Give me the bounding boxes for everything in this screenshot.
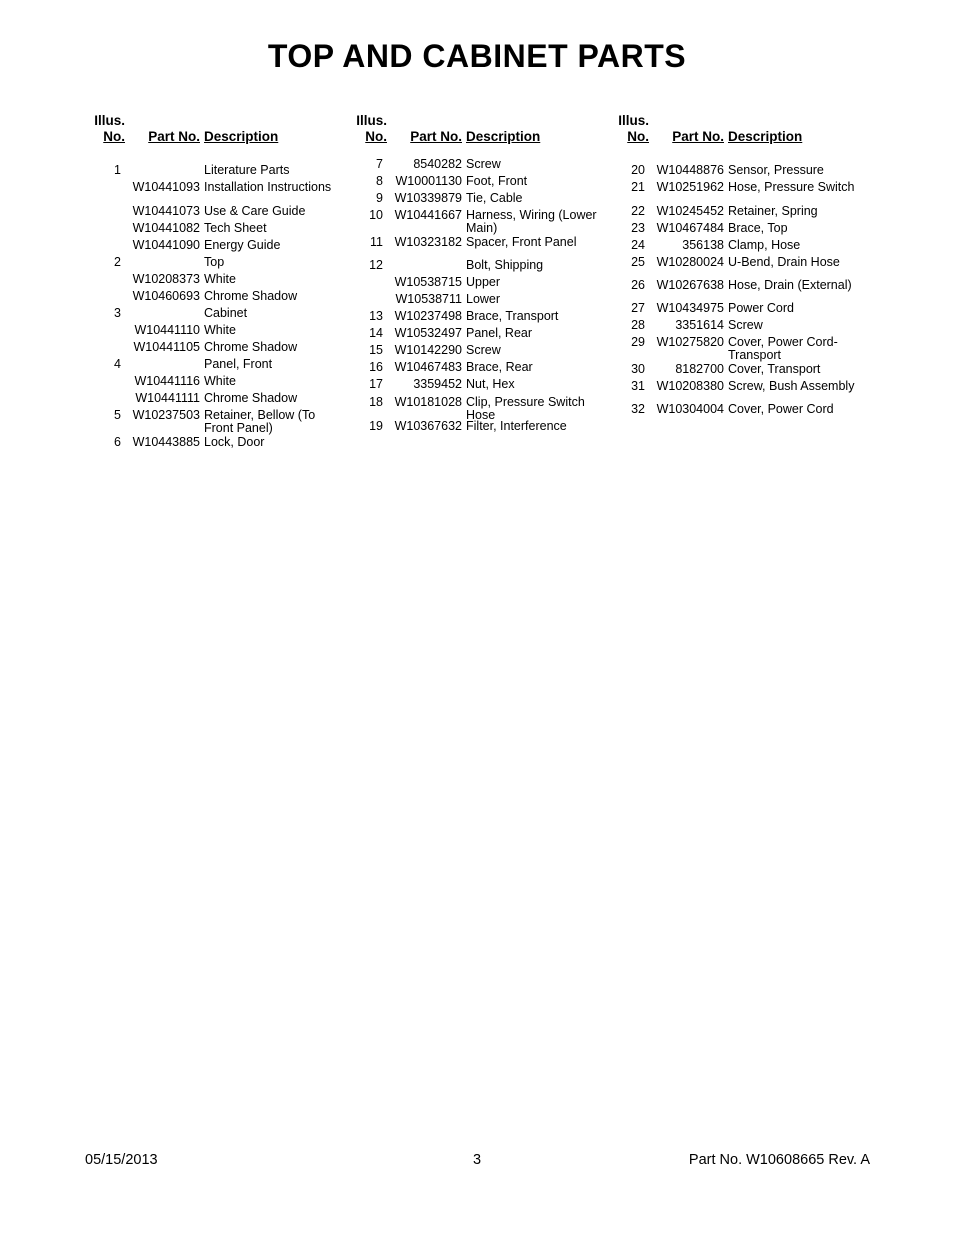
part-description: Screw xyxy=(728,318,763,332)
part-description: Retainer, Bellow (To Front Panel) xyxy=(204,408,316,435)
illus-number: 11 xyxy=(370,235,383,249)
illus-number: 13 xyxy=(369,309,383,323)
part-no-header: Part No. xyxy=(148,129,200,144)
part-number: W10280024 xyxy=(656,255,724,269)
part-description: Chrome Shadow xyxy=(204,340,298,354)
illus-number: 10 xyxy=(369,208,383,222)
illus-number: 26 xyxy=(631,278,645,292)
part-description: Retainer, Spring xyxy=(728,204,818,218)
part-number: W10251962 xyxy=(656,180,724,194)
part-description: Cover, Power Cord xyxy=(728,402,834,416)
parts-column-3 xyxy=(614,113,874,416)
part-description: Harness, Wiring (Lower Main) xyxy=(466,208,597,235)
part-description: Brace, Transport xyxy=(466,309,559,323)
part-description: Literature Parts xyxy=(204,163,290,177)
column-header xyxy=(352,113,612,149)
illus-number: 23 xyxy=(631,221,645,235)
part-description: Hose, Drain (External) xyxy=(728,278,852,292)
part-number: W10367632 xyxy=(394,419,462,433)
description-header: Description xyxy=(204,129,279,144)
illus-number: 29 xyxy=(631,335,645,349)
part-number: 356138 xyxy=(682,238,724,252)
part-description: Brace, Top xyxy=(728,221,788,235)
illus-number: 12 xyxy=(369,258,383,272)
part-description: Nut, Hex xyxy=(466,377,515,391)
part-no-header: Part No. xyxy=(672,129,724,144)
parts-column-1 xyxy=(90,113,350,449)
part-description: Clamp, Hose xyxy=(728,238,801,252)
footer-part-number: Part No. W10608665 Rev. A xyxy=(688,1152,870,1168)
part-number: W10467483 xyxy=(394,360,462,374)
illus-number: 2 xyxy=(114,255,121,269)
part-description: Upper xyxy=(466,275,501,289)
part-number: W10208380 xyxy=(656,379,724,393)
illus-number: 5 xyxy=(114,408,121,422)
illus-number: 25 xyxy=(631,255,645,269)
part-number: W10323182 xyxy=(394,235,462,249)
description-header: Description xyxy=(466,129,541,144)
part-description: Screw xyxy=(466,157,501,171)
part-number: 3351614 xyxy=(675,318,724,332)
part-number: W10441090 xyxy=(132,238,200,252)
part-description: U-Bend, Drain Hose xyxy=(728,255,840,269)
part-number: W10538711 xyxy=(395,292,462,306)
illus-number: 16 xyxy=(369,360,383,374)
illus-number: 19 xyxy=(369,419,383,433)
part-description: Panel, Rear xyxy=(466,326,533,340)
part-no-header: Part No. xyxy=(410,129,462,144)
illus-number: 3 xyxy=(114,306,121,320)
illus-number: 15 xyxy=(369,343,383,357)
part-description: Brace, Rear xyxy=(466,360,533,374)
illus-number: 24 xyxy=(631,238,645,252)
part-description: Lock, Door xyxy=(204,435,265,449)
part-number: W10304004 xyxy=(656,402,724,416)
page-title: TOP AND CABINET PARTS xyxy=(267,38,687,74)
part-number: W10142290 xyxy=(394,343,462,357)
illus-number: 28 xyxy=(631,318,645,332)
illus-number: 21 xyxy=(631,180,645,194)
part-number: W10441073 xyxy=(132,204,200,218)
part-number: W10460693 xyxy=(132,289,200,303)
part-number: W10441082 xyxy=(132,221,200,235)
illus-no-header: Illus. No. xyxy=(356,113,387,144)
part-number: W10181028 xyxy=(394,395,462,409)
part-number: 3359452 xyxy=(413,377,462,391)
part-description: White xyxy=(204,374,236,388)
description-header: Description xyxy=(728,129,803,144)
part-number: W10001130 xyxy=(395,174,462,188)
part-number: W10532497 xyxy=(394,326,462,340)
footer-page-number: 3 xyxy=(472,1152,482,1168)
part-description: Top xyxy=(204,255,225,269)
part-number: W10275820 xyxy=(656,335,724,349)
part-number: 8540282 xyxy=(413,157,462,171)
part-description: Use & Care Guide xyxy=(204,204,306,218)
part-description: Bolt, Shipping xyxy=(466,258,544,272)
illus-number: 20 xyxy=(631,163,645,177)
part-number: W10467484 xyxy=(656,221,724,235)
part-number: W10441110 xyxy=(134,323,200,337)
part-description: Filter, Interference xyxy=(466,419,567,433)
part-number: W10339879 xyxy=(394,191,462,205)
part-number: W10208373 xyxy=(132,272,200,286)
part-description: Chrome Shadow xyxy=(204,391,298,405)
part-number: W10538715 xyxy=(394,275,462,289)
column-header xyxy=(90,113,350,149)
illus-number: 30 xyxy=(631,362,645,376)
part-number: W10267638 xyxy=(656,278,724,292)
part-description: Cover, Power Cord- Transport xyxy=(728,335,838,362)
part-number: W10441667 xyxy=(394,208,462,222)
part-description: Chrome Shadow xyxy=(204,289,298,303)
part-number: W10441111 xyxy=(135,391,200,405)
part-description: Energy Guide xyxy=(204,238,281,252)
column-header xyxy=(614,113,874,149)
part-description: Spacer, Front Panel xyxy=(466,235,577,249)
part-description: Lower xyxy=(466,292,501,306)
part-description: Clip, Pressure Switch Hose xyxy=(466,395,585,422)
illus-number: 17 xyxy=(369,377,383,391)
part-number: W10245452 xyxy=(656,204,724,218)
part-number: W10237503 xyxy=(132,408,200,422)
part-description: Tie, Cable xyxy=(466,191,523,205)
illus-number: 22 xyxy=(631,204,645,218)
illus-number: 6 xyxy=(114,435,121,449)
part-number: W10441093 xyxy=(132,180,200,194)
illus-no-header: Illus. No. xyxy=(618,113,649,144)
illus-no-header: Illus. No. xyxy=(94,113,125,144)
illus-number: 9 xyxy=(376,191,383,205)
part-description: Panel, Front xyxy=(204,357,273,371)
part-number: W10237498 xyxy=(394,309,462,323)
footer-date: 05/15/2013 xyxy=(85,1152,158,1168)
illus-number: 7 xyxy=(376,157,383,171)
illus-number: 1 xyxy=(114,163,121,177)
part-description: Sensor, Pressure xyxy=(728,163,824,177)
part-description: White xyxy=(204,323,236,337)
part-description: Screw xyxy=(466,343,501,357)
part-description: Foot, Front xyxy=(466,174,528,188)
part-description: Hose, Pressure Switch xyxy=(728,180,855,194)
part-description: Cover, Transport xyxy=(728,362,821,376)
illus-number: 4 xyxy=(114,357,121,371)
part-number: 8182700 xyxy=(675,362,724,376)
part-number: W10434975 xyxy=(656,301,724,315)
part-description: Cabinet xyxy=(204,306,248,320)
part-description: Installation Instructions xyxy=(204,180,332,194)
illus-number: 14 xyxy=(369,326,383,340)
illus-number: 31 xyxy=(631,379,645,393)
part-number: W10443885 xyxy=(132,435,200,449)
part-description: White xyxy=(204,272,236,286)
illus-number: 32 xyxy=(631,402,645,416)
illus-number: 27 xyxy=(631,301,645,315)
part-number: W10441116 xyxy=(134,374,200,388)
parts-column-2 xyxy=(352,113,612,433)
illus-number: 18 xyxy=(369,395,383,409)
part-number: W10448876 xyxy=(656,163,724,177)
part-description: Power Cord xyxy=(728,301,794,315)
part-description: Screw, Bush Assembly xyxy=(728,379,855,393)
part-number: W10441105 xyxy=(133,340,200,354)
part-description: Tech Sheet xyxy=(204,221,267,235)
illus-number: 8 xyxy=(376,174,383,188)
